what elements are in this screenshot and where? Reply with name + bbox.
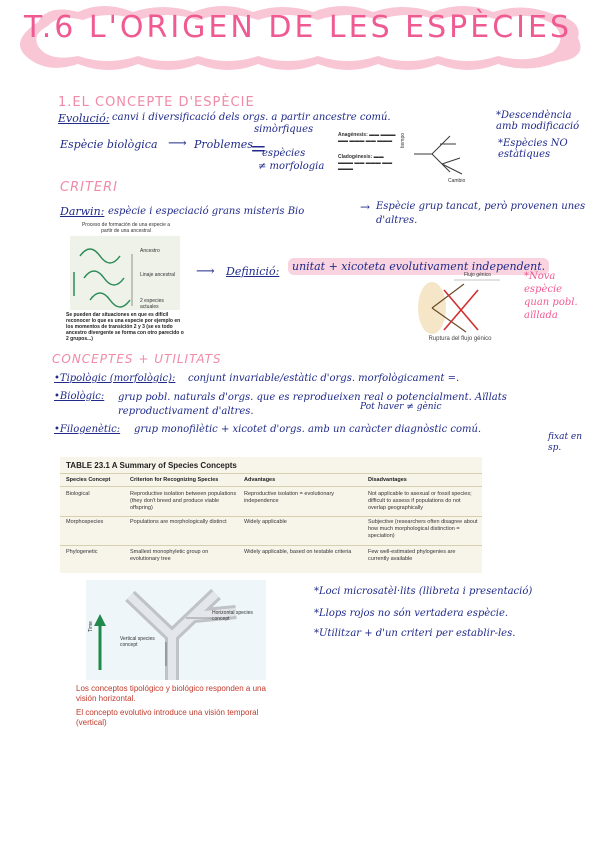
gene-flow-icon xyxy=(414,272,506,338)
brace-icon: = xyxy=(250,136,267,160)
concept-biologic-extra: Pot haver ≠ gènic xyxy=(360,402,442,412)
arrow-right-icon: ⟶ xyxy=(168,136,187,151)
table-cell: Smallest monophyletic group on evolutionary tree xyxy=(130,549,209,562)
fig-cladogenesis-label: Cladogénesis: xyxy=(338,154,373,160)
fig-ancestro: Ancestro xyxy=(140,248,160,254)
table-header-disadvantages: Disadvantages xyxy=(368,477,407,483)
gene-flow-label: Flujo génico xyxy=(464,272,491,278)
problemes-label: Problemes xyxy=(194,138,253,151)
anagenesis-figure: Anagénesis: ▬▬ ▬▬▬ ▬▬ ▬▬▬ ▬▬ ▬▬▬ Cladogénesis: ▬▬ ▬▬▬ ▬▬ ▬▬▬ ▬▬ ▬▬▬ tiempo Cambio xyxy=(336,128,478,186)
note-llops: *Llops rojos no són vertadera espècie. xyxy=(314,608,509,619)
page-title: T.6 L'ORIGEN DE LES ESPÈCIES xyxy=(23,10,573,45)
note-descendencia: *Descendència amb modificació xyxy=(496,110,580,132)
fig-especies-actuales: 2 especies actuales xyxy=(140,298,164,310)
fig-cambio-label: Cambio xyxy=(448,178,466,184)
speciation-fig-caption: Se pueden dar situaciones en que es difícil reconocer lo que es una especie por ejemplo en los momentos de transición 2 y 3 (se es todo ancestro divergente se forma con otro parecido o 2 grupos...) xyxy=(66,312,184,342)
arrow-right-icon: → xyxy=(360,200,371,214)
table-cell: Subjective (researchers often disagree about how much morphological distinction = speciation) xyxy=(368,519,478,539)
table-header-concept: Species Concept xyxy=(66,477,111,483)
table-cell: Reproductive isolation = evolutionary independence xyxy=(244,491,335,504)
morfologia-label: ≠ morfologia xyxy=(258,161,325,172)
section-heading-criteri: CRITERI xyxy=(60,180,118,195)
table-row: Biological xyxy=(66,491,90,497)
fig-vertical-label: Vertical species concept xyxy=(120,636,155,648)
concept-biologic-text: grup pobl. naturals d'orgs. que es reprodueixen real o potencialment. Aïllats reproductivament d'altres. xyxy=(118,392,507,417)
concept-filogenetic-label: •Filogenètic: xyxy=(54,424,121,435)
especie-biologica-label: Espècie biològica xyxy=(60,138,158,151)
table-row: Morphospecies xyxy=(66,519,104,525)
table-cell: Widely applicable, based on testable criteria xyxy=(244,549,352,555)
table-header-criterion: Criterion for Recognizing Species xyxy=(130,477,219,483)
note-loci: *Loci microsatèl·lits (llibreta i presentació) xyxy=(314,586,533,597)
concept-tipologic-label: •Tipològic (morfològic): xyxy=(54,373,176,384)
concept-tipologic-text: conjunt invariable/estàtic d'orgs. morfològicament =. xyxy=(188,373,460,384)
especies-label: espècies xyxy=(262,148,306,159)
concept-filogenetic-extra: fixat en sp. xyxy=(548,432,583,453)
fig-caption-horizontal: Los conceptos tipológico y biológico responden a una visión horizontal. xyxy=(76,684,266,703)
table-row: Phylogenetic xyxy=(66,549,98,555)
darwin-text: espècie i especiació grans misteris Bio xyxy=(108,206,305,217)
table-cell: Populations are morphologically distinct xyxy=(130,519,227,525)
fig-anagenesis-label: Anagénesis: xyxy=(338,132,368,138)
note-especies-no-estatiques: *Espècies NO estàtiques xyxy=(498,138,568,160)
concept-filogenetic-text: grup monofilètic + xicotet d'orgs. amb un caràcter diagnòstic comú. xyxy=(134,424,482,435)
gene-flow-figure xyxy=(414,272,506,348)
fig-linaje: Linaje ancestral xyxy=(140,272,176,278)
concept-biologic-label: •Biològic: xyxy=(54,391,105,402)
tree-diagram-icon xyxy=(86,580,266,680)
fig-caption-vertical: El concepto evolutivo introduce una visión temporal (vertical) xyxy=(76,708,259,727)
ruptura-caption: Ruptura del flujo génico xyxy=(428,336,492,342)
evolucio-label: Evolució: xyxy=(58,112,110,125)
note-criteri: *Utilitzar + d'un criteri per establir-les. xyxy=(314,628,516,639)
fig-tiempo-label: tiempo xyxy=(400,132,406,148)
table-cell: Not applicable to asexual or fossil species; difficult to assess if populations do not overlap geographically xyxy=(368,491,472,511)
simorfiques-label: simòrfiques xyxy=(254,124,314,135)
table-cell: Reproductive isolation between populations (they don't breed and produce viable offspring) xyxy=(130,491,237,511)
cladogram-icon xyxy=(410,130,476,180)
speciation-figure xyxy=(66,222,184,346)
darwin-label: Darwin: xyxy=(60,205,105,218)
fig-time-label: Time xyxy=(88,621,94,632)
table-title: TABLE 23.1 A Summary of Species Concepts xyxy=(66,461,237,470)
table-header-advantages: Advantages xyxy=(244,477,276,483)
species-concept-tree-figure xyxy=(76,580,280,748)
definicio-text: unitat + xicoteta evolutivament independent. xyxy=(288,258,549,275)
arrow-right-icon: ⟶ xyxy=(196,264,215,279)
table-cell: Few well-estimated phylogenies are currently available xyxy=(368,549,456,562)
darwin-result: Espècie grup tancat, però provenen unes d'altres. xyxy=(376,201,586,226)
speciation-fig-title: Proceso de formación de una especie a partir de una ancestral xyxy=(81,222,171,234)
definicio-label: Definició: xyxy=(226,265,280,278)
note-nova-especie: *Nova espècie quan pobl. aïllada xyxy=(524,271,578,321)
title-banner xyxy=(8,2,588,78)
fig-horizontal-label: Horizontal species concept xyxy=(212,610,253,622)
species-concepts-table xyxy=(60,457,482,573)
section-heading-concepte: 1.EL CONCEPTE D'ESPÈCIE xyxy=(58,95,255,110)
section-heading-conceptes: CONCEPTES + UTILITATS xyxy=(52,352,222,366)
table-cell: Widely applicable xyxy=(244,519,287,525)
evolucio-text: canvi i diversificació dels orgs. a partir ancestre comú. xyxy=(112,112,391,123)
